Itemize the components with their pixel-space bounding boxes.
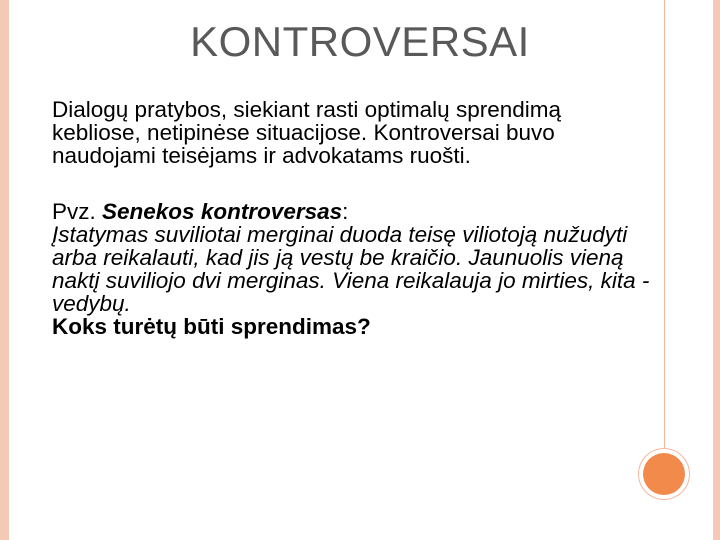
intro-paragraph: Dialogų pratybos, siekiant rasti optimalų sprendimą kebliose, netipinėse situacijose. Kontroversai buvo naudojami teisėjams ir advokatams ruošti. [52,97,561,168]
slide-body [52,98,652,338]
left-decorative-border [0,0,9,540]
example-prefix: Pvz. [52,199,103,224]
slide-title: KONTROVERSAI [190,18,530,65]
example-name: Senekos kontroversas [102,199,343,224]
question-text: Koks turėtų būti sprendimas? [52,314,371,339]
decorative-circle [643,453,685,495]
right-decorative-border [713,0,720,540]
example-colon: : [342,199,349,224]
decorative-vertical-line [664,0,665,456]
example-heading [52,200,652,223]
example-text: Įstatymas suviliotai merginai duoda teisę viliotoją nužudyti arba reikalauti, kad jis ją vestų be kraičio. Jaunuolis vieną naktį suviliojo dvi merginas. Viena reikalauja jo mirties, kita - vedybų. [52,222,650,316]
